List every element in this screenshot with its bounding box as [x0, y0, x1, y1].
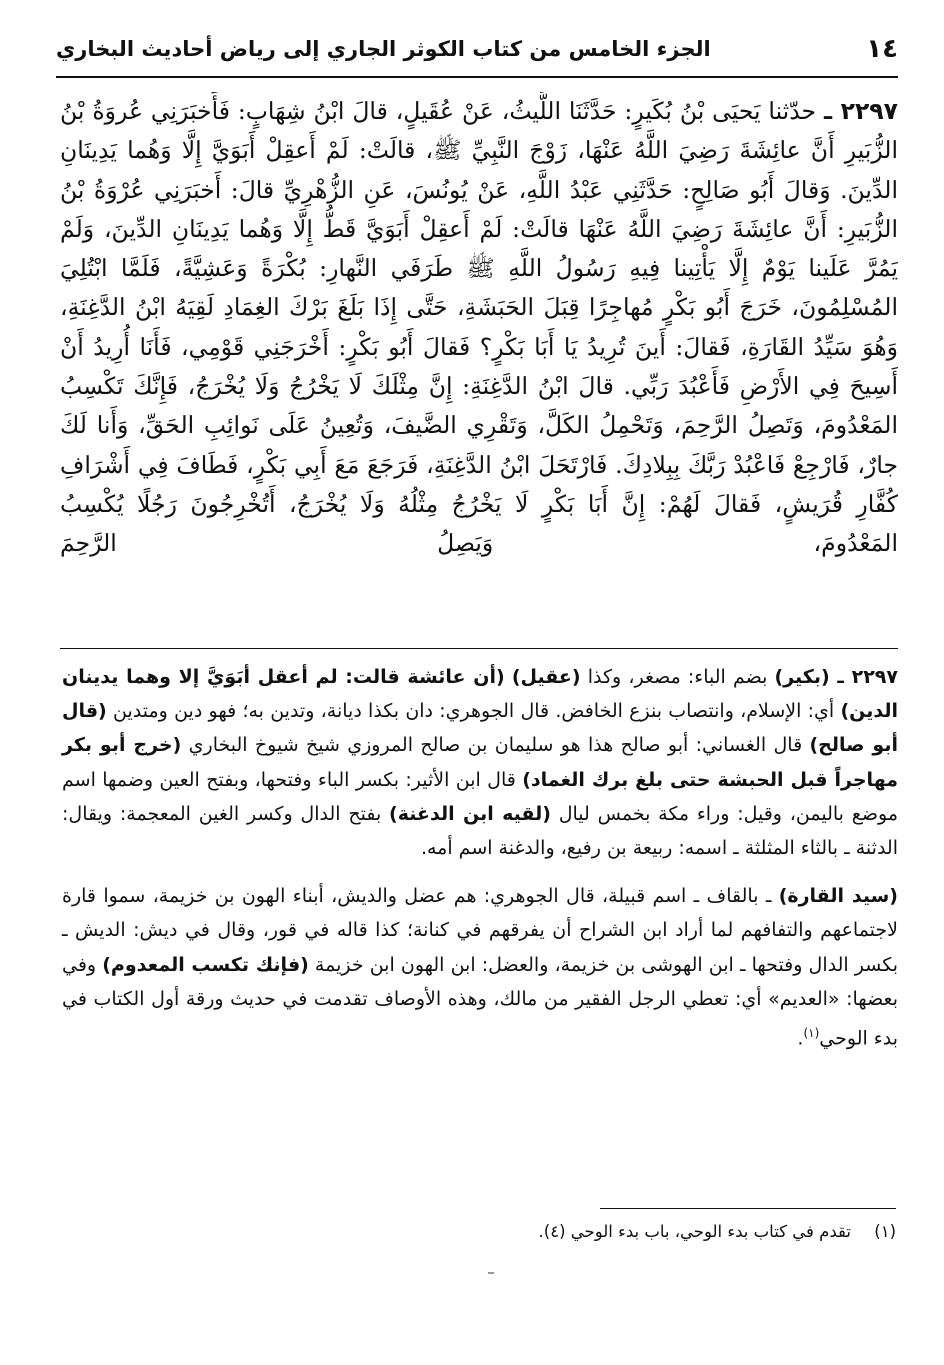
scan-artifact — [488, 1272, 494, 1274]
paragraph-1-run-12: بفتح الدال وكسر الغين المعجمة: ويقال: الدثنة ـ بالثاء المثلثة ـ اسمه: ربيعة بن رفيع، والدغنة اسم أمه. — [62, 802, 898, 860]
commentary-block — [62, 660, 898, 1056]
paragraph-1-run-0: ٢٢٩٧ ـ — [829, 666, 898, 688]
paragraph-1-run-7: (قال أبو صالح) — [62, 700, 898, 757]
paragraph-1-run-10: قال ابن الأثير: بكسر الباء وفتحها، وبفتح العين وضمها اسم موضع باليمن، وقيل: وراء مكة بخمس ليال — [62, 768, 899, 825]
paragraph-1-run-4 — [505, 666, 512, 688]
paragraph-1-run-9: (خرج أبو بكر مهاجراً قبل الحبشة حتى بلغ برك الغماد) — [62, 734, 899, 791]
commentary-paragraph-1 — [62, 660, 898, 865]
hadith-text: حدّثنا يَحيَى بْنُ بُكَيرٍ: حَدَّثَنَا اللَّيثُ، عَنْ عُقَيلٍ، قالَ ابْنُ شِهَابٍ: فَأَخبَرَنِي عُروَةُ بْنُ الزُّبَيرِ أَنَّ عائِشَةَ رَضِيَ اللَّهُ عَنْهَا، زَوْجَ النَّبِيِّ ﷺ، قالَتْ: لَمْ أَعقِلْ أَبَوَيَّ إِلَّا وَهُما يَدِينَانِ الدِّينَ. وَقالَ أَبُو صَالِحٍ: حَدَّثَنِي عَبْدُ اللَّهِ، عَنْ يُونُسَ، عَنِ الزُّهْرِيِّ قالَ: أَخبَرَنِي عُرْوَةُ بْنُ الزُّبَيرِ: أَنَّ عائِشَةَ رَضِيَ اللَّهُ عَنْهَا قالَتْ: لَمْ أَعقِلْ أَبَوَيَّ قَطُّ إِلَّا وَهُما يَدِينَانِ الدِّينَ، وَلَمْ يَمُرَّ عَلَينا يَوْمٌ إِلَّا يَأْتِينا فِيهِ رَسُولُ اللَّهِ ﷺ طَرَفَي النَّهارِ: بُكْرَةً وَعَشِيَّةً، فَلَمَّا ابْتُلِيَ المُسْلِمُونَ، خَرَجَ أَبُو بَكْرٍ مُهاجِرًا قِبَلَ الحَبَشَةِ، حَتَّى إِذَا بَلَغَ بَرْكَ الغِمَادِ لَقِيَهُ ابْنُ الدَّغِنَةِ، وَهُوَ سَيِّدُ القَارَةِ، فَقالَ: أَينَ تُرِيدُ يَا أَبَا بَكْرٍ؟ فَقالَ أَبُو بَكْرٍ: أَخْرَجَنِي قَوْمِي، فَأَنَا أُرِيدُ أَنْ أَسِيحَ فِي الأَرْضِ فَأَعْبُدَ رَبِّي. قالَ ابْنُ الدَّغِنَةِ: إِنَّ مِثْلَكَ لَا يَخْرُجُ وَلَا يُخْرَجُ، فَإِنَّكَ تَكْسِبُ المَعْدُومَ، وَتَصِلُ الرَّحِمَ، وَتَحْمِلُ الكَلَّ، وَتَقْرِي الضَّيفَ، وَتُعِينُ عَلَى نَوائِبِ الحَقِّ، وَأَنا لَكَ جارٌ، فَارْجِعْ فَاعْبُدْ رَبَّكَ بِبِلادِكَ. فَارْتَحَلَ ابْنُ الدَّغِنَةِ، فَرَجَعَ مَعَ أَبِي بَكْرٍ، فَطَافَ فِي أَشْرَافِ كُفَّارِ قُرَيشٍ، فَقالَ لَهُمْ: إِنَّ أَبَا بَكْرٍ لَا يَخْرُجُ مِثْلُهُ وَلَا يُخْرَجُ، أَتُخْرِجُونَ رَجُلًا يُكْسِبُ المَعْدُومَ، وَيَصِلُ الرَّحِمَ — [60, 97, 898, 558]
hadith-text-block — [60, 92, 898, 637]
hadith-number: ٢٢٩٧ ـ — [823, 97, 898, 125]
header-divider — [56, 76, 898, 78]
footnote-text: تقدم في كتاب بدء الوحي، باب بدء الوحي (٤). — [538, 1222, 851, 1241]
paragraph-1-run-8: قال الغساني: أبو صالح هذا هو سليمان بن صالح المروزي شيخ شيوخ البخاري — [181, 734, 810, 757]
paragraph-2-run-2: (فإنك تكسب المعدوم) — [102, 953, 309, 976]
footnote-marker: (١) — [874, 1222, 896, 1241]
running-title: الجزء الخامس من كتاب الكوثر الجاري إلى رياض أحاديث البخاري — [56, 37, 711, 61]
paragraph-1-run-3: (عقيل) — [511, 666, 581, 688]
footnote-divider — [600, 1208, 896, 1209]
paragraph-1-run-1: (بكير) — [774, 666, 830, 688]
paragraph-2-run-1: ـ بالقاف ـ اسم قبيلة، قال الجوهري: هم عضل والديش، أبناء الهون بن خزيمة، سموا قارة لاجتماعهم والتفافهم لما أراد ابن الشراح أن يفرقهم في كنانة؛ كذا قاله في قور، وقال في ديش: الديش ـ بكسر الدال وفتحها ـ ابن الهوشى بن خزيمة، والعضل: ابن الهون ابن خزيمة — [62, 885, 898, 976]
section-divider — [60, 648, 898, 649]
paragraph-2-run-5: . — [797, 1027, 804, 1050]
paragraph-1-run-5: (أن عائشة قالت: لم أعقل أبَوَيَّ إلا وهما يدينان الدين) — [62, 666, 898, 723]
paragraph-1-run-11: (لقيه ابن الدغنة) — [389, 802, 551, 825]
page-number: ١٤ — [866, 34, 898, 64]
paragraph-2-run-3: وفي بعضها: «العديم» أي: تعطي الرجل الفقير من مالك، وهذه الأوصاف تقدمت في حديث ورقة أول الكتاب في بدء الوحي — [62, 953, 898, 1050]
paragraph-2-run-0: (سيد القارة) — [778, 885, 898, 908]
paragraph-2-run-4: (١) — [803, 1026, 820, 1041]
paragraph-1-run-6: أي: الإسلام، وانتصاب بنزع الخافض. قال الجوهري: دان بكذا ديانة، وتدين به؛ فهو دين ومتدين — [106, 700, 841, 723]
page-header — [56, 24, 898, 74]
footnote — [62, 1218, 896, 1246]
commentary-paragraph-2 — [62, 879, 898, 1055]
paragraph-1-run-2: بضم الباء: مصغر، وكذا — [580, 666, 775, 688]
